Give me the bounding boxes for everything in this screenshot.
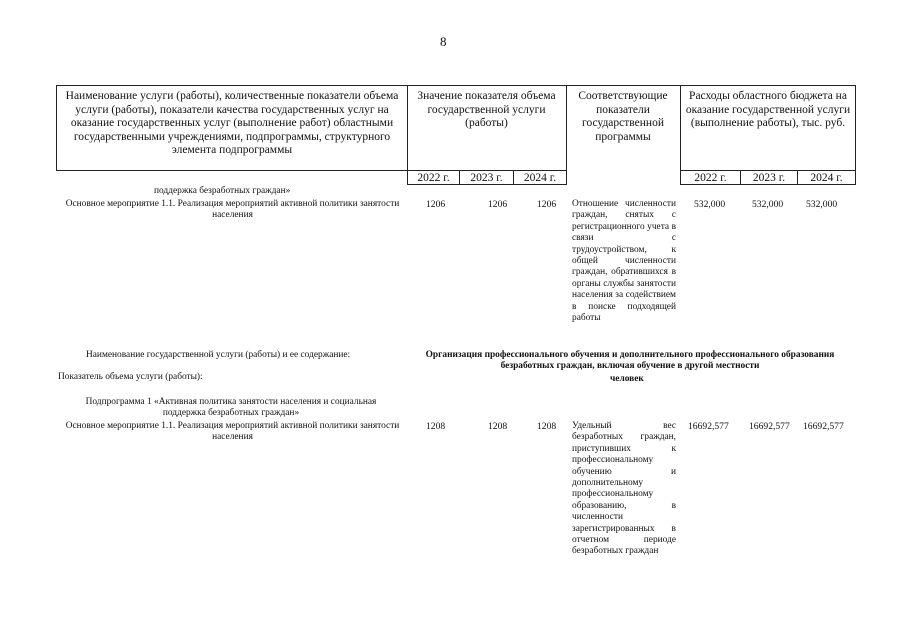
subprogram-continuation: поддержка безработных граждан» <box>154 186 291 196</box>
measure-label: Основное мероприятие 1.1. Реализация мероприятий активной политики занятости населения <box>65 199 400 221</box>
volume-indicator-label: Показатель объема услуги (работы): <box>58 372 203 382</box>
header-col-indicators: Соответствующие показатели государственной программы <box>578 90 668 143</box>
header-year-2022: 2022 г. <box>417 172 450 184</box>
measure-label: Основное мероприятие 1.1. Реализация мероприятий активной политики занятости населения <box>65 421 400 443</box>
volume-2022: 1208 <box>426 421 446 432</box>
expense-2022: 16692,577 <box>688 421 729 432</box>
volume-2024: 1206 <box>537 199 557 210</box>
expense-2024: 16692,577 <box>803 421 844 432</box>
page-number: 8 <box>440 34 447 49</box>
header-expense-year-2022: 2022 г. <box>694 172 727 184</box>
header-year-2024: 2024 г. <box>523 172 557 184</box>
header-col-volume: Значение показателя объема государственной услуги (работы) <box>417 90 556 129</box>
volume-2024: 1208 <box>537 421 557 432</box>
service-unit: человек <box>610 374 644 384</box>
expense-2023: 16692,577 <box>749 421 790 432</box>
header-col-expenses: Расходы областного бюджета на оказание государственной услуги (выполнение работы), тыс. руб. <box>685 90 851 129</box>
service-name: Организация профессионального обучения и дополнительного профессионального образования безработных граждан, включая обучение в другой местности <box>425 350 835 372</box>
expense-2022: 532,000 <box>694 199 726 210</box>
indicator-text: Отношение численности граждан, снятых с регистрационного учета в связи с трудоустройством, к общей численности граждан, обратившихся в органы службы занятости населения за содействием в поиске подходящей работы <box>572 199 676 324</box>
header-year-2023: 2023 г. <box>470 172 503 184</box>
header-col-name: Наименование услуги (работы), количественные показатели объема услуги (работы), показатели качества государственных услуг на оказание государственных услуг (выполнение работ) областными государственными учреждениями, подпрограммы, структурного элемента подпрограммы <box>65 90 399 156</box>
subprogram-label: Подпрограмма 1 «Активная политика занятости населения и социальная поддержка безработных граждан» <box>85 397 377 419</box>
volume-2022: 1206 <box>426 199 446 210</box>
header-expense-year-2023: 2023 г. <box>752 172 786 184</box>
indicator-text: Удельный вес безработных граждан, приступивших к профессиональному обучению и дополнительному профессиональному образованию, в численности зарегистрированных в отчетном периоде безработных граждан <box>572 421 676 557</box>
volume-2023: 1208 <box>488 421 508 432</box>
volume-2023: 1206 <box>488 199 508 210</box>
expense-2024: 532,000 <box>806 199 838 210</box>
header-expense-year-2024: 2024 г. <box>810 172 843 184</box>
expense-2023: 532,000 <box>752 199 784 210</box>
service-name-label: Наименование государственной услуги (работы) и ее содержание: <box>86 350 351 360</box>
